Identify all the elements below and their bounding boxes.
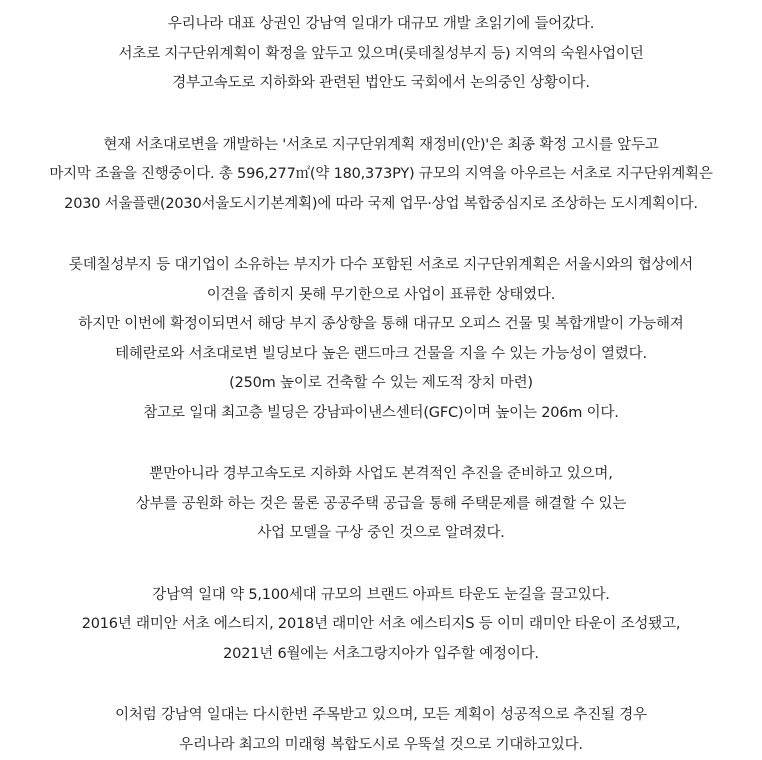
paragraph-conclusion xyxy=(0,701,762,760)
text-line: 마지막 조율을 진행중이다. 총 596,277㎡(약 180,373PY) 규모의 지역을 아우르는 서초로 지구단위계획은 xyxy=(0,160,762,190)
paragraph-seocho-plan xyxy=(0,131,762,220)
paragraph-expressway xyxy=(0,460,762,549)
text-line: 2030 서울플랜(2030서울도시기본계획)에 따라 국제 업무·상업 복합중심지로 조상하는 도시계획이다. xyxy=(0,190,762,220)
text-line: 현재 서초대로변을 개발하는 '서초로 지구단위계획 재정비(안)'은 최종 확정 고시를 앞두고 xyxy=(0,131,762,161)
text-line: 2021년 6월에는 서초그랑지아가 입주할 예정이다. xyxy=(0,640,762,670)
text-line: 롯데칠성부지 등 대기업이 소유하는 부지가 다수 포함된 서초로 지구단위계획은 서울시와의 협상에서 xyxy=(0,251,762,281)
text-line: 이견을 좁히지 못해 무기한으로 사업이 표류한 상태였다. xyxy=(0,281,762,311)
paragraph-apartment-town xyxy=(0,581,762,670)
text-line: 사업 모델을 구상 중인 것으로 알려졌다. xyxy=(0,519,762,549)
text-line: 뿐만아니라 경부고속도로 지하화 사업도 본격적인 추진을 준비하고 있으며, xyxy=(0,460,762,490)
text-line: 서초로 지구단위계획이 확정을 앞두고 있으며(롯데칠성부지 등) 지역의 숙원사업이던 xyxy=(0,40,762,70)
text-line: 강남역 일대 약 5,100세대 규모의 브랜드 아파트 타운도 눈길을 끌고있다. xyxy=(0,581,762,611)
text-line: 경부고속도로 지하화와 관련된 법안도 국회에서 논의중인 상황이다. xyxy=(0,69,762,99)
paragraph-lotte-site xyxy=(0,251,762,428)
text-line: 테헤란로와 서초대로변 빌딩보다 높은 랜드마크 건물을 지을 수 있는 가능성이 열렸다. xyxy=(0,340,762,370)
text-line: (250m 높이로 건축할 수 있는 제도적 장치 마련) xyxy=(0,369,762,399)
text-line: 이처럼 강남역 일대는 다시한번 주목받고 있으며, 모든 계획이 성공적으로 추진될 경우 xyxy=(0,701,762,731)
paragraph-intro xyxy=(0,10,762,99)
text-line: 우리나라 대표 상권인 강남역 일대가 대규모 개발 초읽기에 들어갔다. xyxy=(0,10,762,40)
text-line: 하지만 이번에 확정이되면서 해당 부지 종상향을 통해 대규모 오피스 건물 및 복합개발이 가능해져 xyxy=(0,310,762,340)
text-line: 2016년 래미안 서초 에스티지, 2018년 래미안 서초 에스티지S 등 이미 래미안 타운이 조성됐고, xyxy=(0,610,762,640)
text-line: 우리나라 최고의 미래형 복합도시로 우뚝설 것으로 기대하고있다. xyxy=(0,731,762,760)
text-line: 참고로 일대 최고층 빌딩은 강남파이낸스센터(GFC)이며 높이는 206m 이다. xyxy=(0,399,762,429)
text-line: 상부를 공원화 하는 것은 물론 공공주택 공급을 통해 주택문제를 해결할 수 있는 xyxy=(0,490,762,520)
